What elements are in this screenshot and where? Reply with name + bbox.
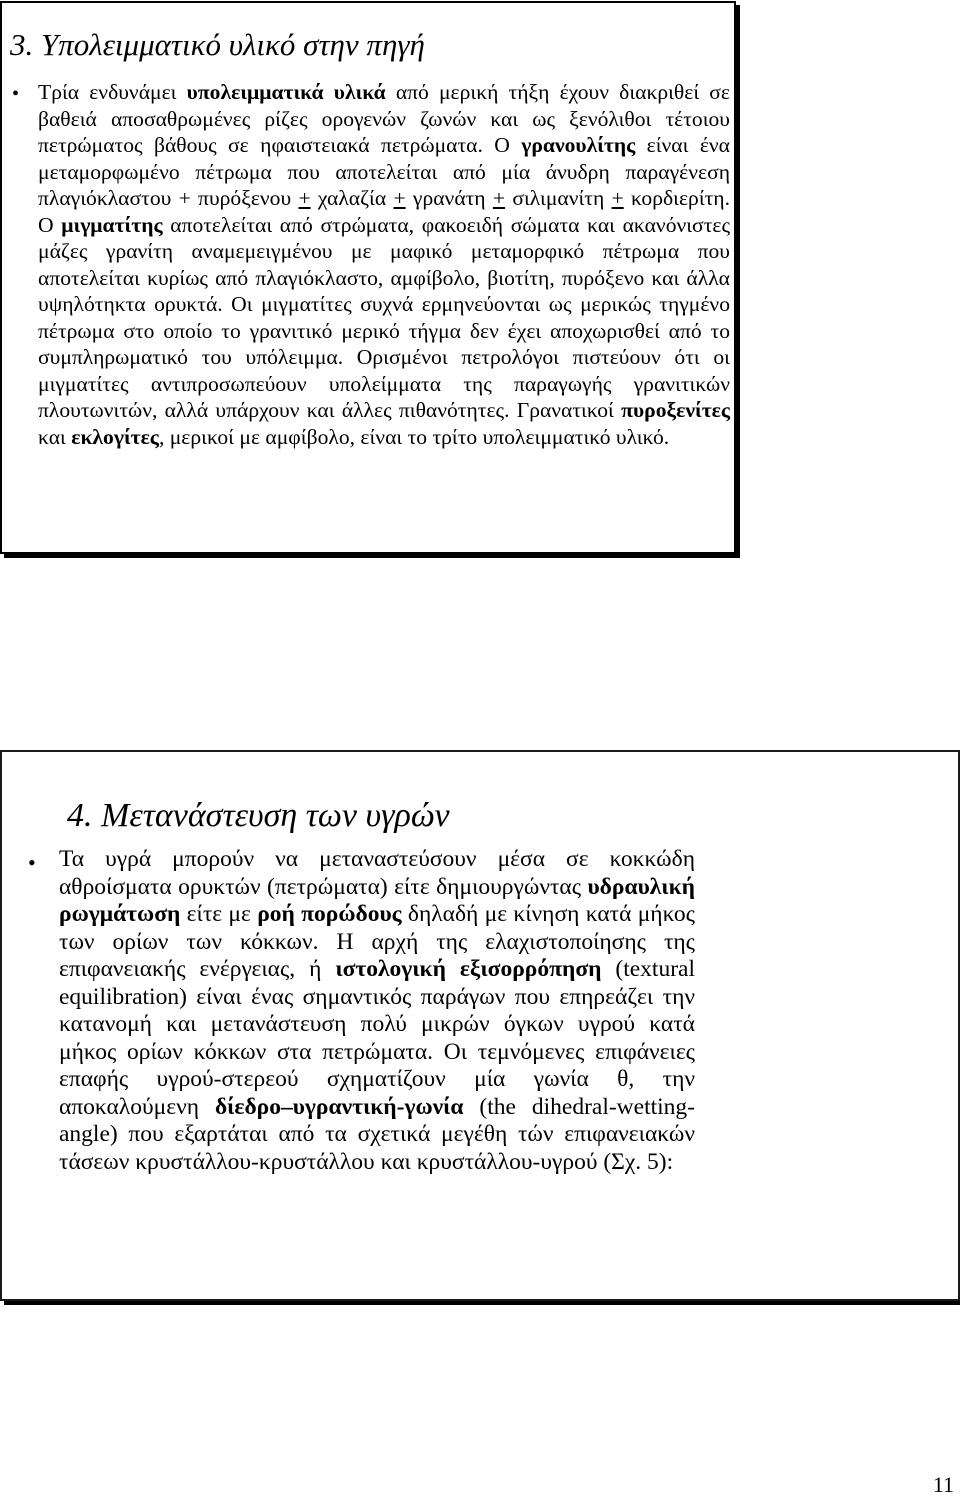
text-run: και xyxy=(38,424,72,449)
bold-term-eclogites: εκλογίτες xyxy=(71,424,159,449)
plus-minus-symbol: + xyxy=(393,186,406,210)
text-run: αποτελείται από στρώματα, φακοειδή σώματα και ακανόνιστες μάζες γρανίτη αναμεμειγμένου με μαφικό μεταμορφικό πέτρωμα που αποτελείται κυρίως από πλαγιόκλαστο, αμφίβολο, βιοτίτη, πυρόξενο και άλλα υψηλότηκτα ορυκτά. Οι μιγματίτες συχνά ερμηνεύονται ως μερικώς τηγμένο πέτρωμα στο οποίο το γρανιτικό μερικό τήγμα δεν έχει αποχωρισθεί από το συμπληρωματικό του υπόλειμμα. Ορισμένοι πετρολόγοι πιστεύουν ότι οι μιγματίτες αντιπροσωπεύουν υπολείμματα της παραγωγής γρανιτικών πλουτωνιτών, αλλά υπάρχουν και άλλες πιθανότητες. Γρανατικοί xyxy=(38,212,730,422)
text-run: σιλιμανίτη xyxy=(505,186,612,210)
text-run: κορδιερίτη. Ο xyxy=(38,186,730,237)
plus-minus-symbol: + xyxy=(298,186,311,210)
text-run: (textural equilibration) είναι ένας σημαντικός παράγων που επηρεάζει την κατανομή και μετανάστευση πολύ μικρών όγκων υγρού κατά μήκος ορίων κόκκων στα πετρώματα. Οι τεμνόμενες επιφάνειες επαφής υγρού-στερεού σχηματίζουν μία γωνία θ, την αποκαλούμενη xyxy=(59,956,695,1120)
bold-term-hydraulic-fracturing: υδραυλική ρωγμάτωση xyxy=(59,873,695,927)
bullet-icon: • xyxy=(12,83,20,105)
bold-term-textural-equilibration: ιστολογική εξισορρόπηση xyxy=(335,956,602,982)
bold-term-porous-flow: ροή πορώδους xyxy=(257,901,402,927)
text-run: χαλαζία xyxy=(310,186,394,210)
bold-term-residual-materials: υπολειμματικά υλικά xyxy=(186,80,386,104)
text-run: είτε με xyxy=(180,901,258,927)
text-run: γρανάτη xyxy=(405,186,493,210)
slide-paragraph xyxy=(38,79,730,450)
slide-residual-material xyxy=(0,1,736,554)
text-run: (the dihedral-wetting-angle) που εξαρτάται από τα σχετικά μεγέθη τών επιφανειακών τάσεων κρυστάλλου-κρυστάλλου και κρυστάλλου-υγρού (Σχ. 5): xyxy=(59,1093,695,1175)
bold-term-migmatite: μιγματίτης xyxy=(61,212,163,237)
plus-minus-symbol: + xyxy=(611,186,624,210)
page-number: 11 xyxy=(932,1472,954,1497)
text-run: , μερικοί με αμφίβολο, είναι το τρίτο υπολειμματικό υλικό. xyxy=(158,424,670,449)
plus-minus-symbol: + xyxy=(492,186,506,210)
text-run: είναι ένα μεταμορφωμένο πέτρωμα που αποτελείται από μία άνυδρη παραγένεση πλαγιόκλαστου + πυρόξενου xyxy=(38,133,730,210)
text-run: Τρία ενδυνάμει xyxy=(38,80,187,104)
slide-title: 3. Υπολειμματικό υλικό στην πηγή xyxy=(10,27,425,62)
bold-term-granulite: γρανουλίτης xyxy=(521,133,636,157)
text-run: δηλαδή με κίνηση κατά μήκος των ορίων των κόκκων. Η αρχή της ελαχιστοποίησης της επιφανειακής ενέργειας, ή xyxy=(59,901,695,982)
bold-term-pyroxenites: πυροξενίτες xyxy=(621,398,730,422)
slide-paragraph xyxy=(59,846,695,1176)
bold-term-dihedral-angle: δίεδρο–υγραντική-γωνία xyxy=(214,1093,464,1120)
text-run: Τα υγρά μπορούν να μεταναστεύσουν μέσα σε κοκκώδη αθροίσματα ορυκτών (πετρώματα) είτε δημιουργώντας xyxy=(59,846,695,900)
text-run: από μερική τήξη έχουν διακριθεί σε βαθειά αποσαθρωμένες ρίζες ορογενών ζωνών και ως ξενόλιθοι τέτοιου πετρώματος βάθους σε ηφαιστειακά πετρώματα. Ο xyxy=(38,80,730,157)
bullet-icon: • xyxy=(28,850,36,875)
slide-title: 4. Μετανάστευση των υγρών xyxy=(67,797,450,834)
slide-fluid-migration xyxy=(0,750,960,1301)
